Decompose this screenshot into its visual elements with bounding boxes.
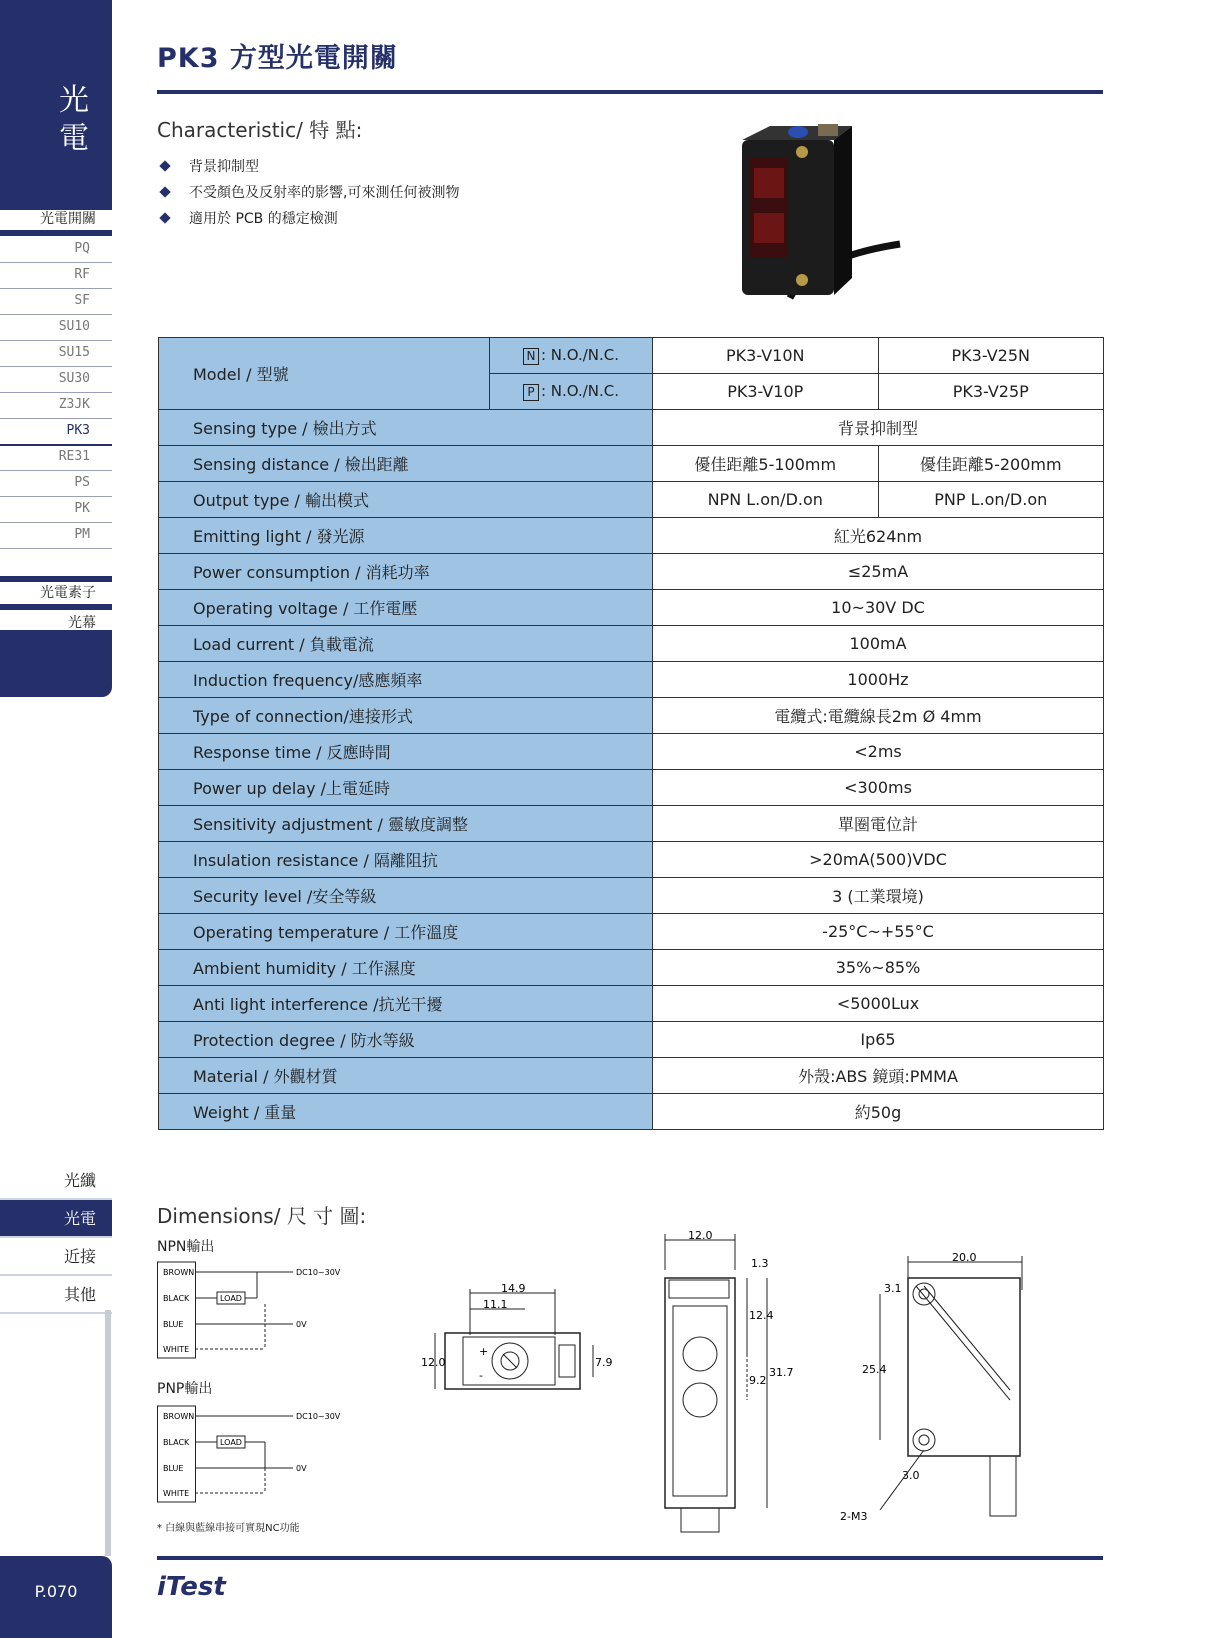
spec-value: 優佳距離5-100mm [653,446,879,482]
spec-value: 優佳距離5-200mm [878,446,1104,482]
pnp-label: PNP輸出 [157,1381,213,1397]
spec-value: NPN L.on/D.on [653,482,879,518]
feature-item: 不受顏色及反射率的影響,可來測任何被測物 [157,182,459,202]
svg-text:DC10~30V: DC10~30V [296,1268,341,1277]
svg-text:BLUE: BLUE [163,1464,184,1473]
svg-text:-: - [479,1369,483,1382]
table-row [159,518,1104,554]
spec-table [158,337,1104,1130]
svg-text:BLACK: BLACK [163,1294,190,1303]
spec-label: Load current / 負載電流 [159,626,653,662]
spec-value: <300ms [653,770,1104,806]
svg-text:BLUE: BLUE [163,1320,184,1329]
spec-label: Protection degree / 防水等級 [159,1022,653,1058]
sidebar-item-su10[interactable]: SU10 [0,314,112,341]
product-photo [730,118,910,308]
spec-value: -25°C~+55°C [653,914,1104,950]
table-row [159,446,1104,482]
svg-text:7.9: 7.9 [595,1356,613,1369]
title-rule [157,90,1103,94]
sidebar-item-ps[interactable]: PS [0,470,112,497]
spec-value: ≤25mA [653,554,1104,590]
spec-value: 外殼:ABS 鏡頭:PMMA [653,1058,1104,1094]
sidebar-line [105,1310,111,1556]
table-row [159,482,1104,518]
spec-value: 電纜式:電纜線長2m Ø 4mm [653,698,1104,734]
spec-label: Power up delay /上電延時 [159,770,653,806]
spec-value: 1000Hz [653,662,1104,698]
table-row [159,626,1104,662]
dimensions-heading: Dimensions/ 尺 寸 圖: [157,1204,367,1228]
spec-label: Output type / 輸出模式 [159,482,653,518]
svg-text:31.7: 31.7 [769,1366,794,1379]
sidebar-item-pk3[interactable]: PK3 [0,418,112,446]
svg-text:0V: 0V [296,1320,307,1329]
sidebar-section-photoelectric-switch[interactable]: 光電開關 [40,211,96,227]
spec-value: <2ms [653,734,1104,770]
svg-text:+: + [479,1345,489,1358]
diamond-bullet-icon [159,212,170,223]
wiring-note: * 白線與藍線串接可實現NC功能 [157,1523,300,1534]
table-row [159,914,1104,950]
model-cell: PK3-V25P [878,374,1104,410]
svg-text:20.0: 20.0 [952,1251,977,1264]
spec-label: Power consumption / 消耗功率 [159,554,653,590]
model-label: Model / 型號 [159,338,490,410]
svg-text:0V: 0V [296,1464,307,1473]
sidebar-item-su15[interactable]: SU15 [0,340,112,367]
table-row [159,770,1104,806]
spec-value: 紅光624nm [653,518,1104,554]
diamond-bullet-icon [159,186,170,197]
svg-text:2-M3: 2-M3 [840,1510,868,1523]
svg-text:DC10~30V: DC10~30V [296,1412,341,1421]
spec-value: 背景抑制型 [653,410,1104,446]
spec-label: Type of connection/連接形式 [159,698,653,734]
sidebar-title: 光電 [59,83,89,156]
svg-text:LOAD: LOAD [220,1294,242,1303]
table-row [159,878,1104,914]
svg-text:12.0: 12.0 [421,1356,446,1369]
sidebar-divider [0,604,112,610]
table-row [159,950,1104,986]
spec-label: Sensing distance / 檢出距離 [159,446,653,482]
table-row [159,554,1104,590]
spec-label: Sensing type / 檢出方式 [159,410,653,446]
table-row [159,1094,1104,1130]
svg-text:LOAD: LOAD [220,1438,242,1447]
sidebar-item-pk[interactable]: PK [0,496,112,523]
spec-value: 約50g [653,1094,1104,1130]
spec-label: Anti light interference /抗光干擾 [159,986,653,1022]
sidebar-item-su30[interactable]: SU30 [0,366,112,393]
svg-text:25.4: 25.4 [862,1363,887,1376]
spec-label: Material / 外觀材質 [159,1058,653,1094]
sidebar-section-light-curtain[interactable]: 光幕 [68,615,96,631]
npn-label: NPN輸出 [157,1239,215,1255]
spec-value: 3 (工業環境) [653,878,1104,914]
side-view-drawing [840,1250,1040,1530]
characteristic-heading: Characteristic/ 特 點: [157,118,363,142]
spec-value: 35%~85% [653,950,1104,986]
spec-label: Weight / 重量 [159,1094,653,1130]
spec-value: Ip65 [653,1022,1104,1058]
spec-value: <5000Lux [653,986,1104,1022]
table-row [159,1058,1104,1094]
spec-value: 單圈電位計 [653,806,1104,842]
feature-item: 背景抑制型 [157,156,259,176]
model-cell: PK3-V10N [653,338,879,374]
sidebar-item-re31[interactable]: RE31 [0,444,112,471]
sidebar-item-z3jk[interactable]: Z3JK [0,392,112,419]
model-cell: PK3-V10P [653,374,879,410]
svg-text:12.4: 12.4 [749,1309,774,1322]
front-view-drawing [655,1230,805,1535]
spec-value: PNP L.on/D.on [878,482,1104,518]
spec-label: Operating temperature / 工作溫度 [159,914,653,950]
table-row [159,410,1104,446]
sidebar-section-photoelectric-elements[interactable]: 光電素子 [40,585,96,601]
sidebar-item-rf[interactable]: RF [0,262,112,289]
spec-label: Insulation resistance / 隔離阻抗 [159,842,653,878]
svg-text:BLACK: BLACK [163,1438,190,1447]
table-row [159,662,1104,698]
svg-text:BROWN: BROWN [163,1412,195,1421]
svg-text:1.3: 1.3 [751,1257,769,1270]
spec-label: Ambient humidity / 工作濕度 [159,950,653,986]
spec-value: >20mA(500)VDC [653,842,1104,878]
spec-value: 100mA [653,626,1104,662]
spec-label: Sensitivity adjustment / 靈敏度調整 [159,806,653,842]
table-row [159,734,1104,770]
spec-label: Emitting light / 發光源 [159,518,653,554]
svg-text:WHITE: WHITE [163,1489,190,1498]
spec-label: Operating voltage / 工作電壓 [159,590,653,626]
npn-model-cell: N : N.O./N.C. [490,338,653,374]
table-row [159,338,1104,374]
sidebar-item-sf[interactable]: SF [0,288,112,315]
top-view-drawing [421,1282,620,1410]
page-title: PK3 方型光電開關 [157,43,398,74]
svg-text:3.0: 3.0 [902,1469,920,1482]
footer-rule [157,1556,1103,1560]
tab-proximity[interactable]: 近接 [0,1238,112,1276]
svg-text:BROWN: BROWN [163,1268,195,1277]
spec-label: Security level /安全等級 [159,878,653,914]
tab-other[interactable]: 其他 [0,1276,112,1314]
sidebar-item-pq[interactable]: PQ [0,236,112,263]
tab-fiber[interactable]: 光纖 [0,1162,112,1200]
table-row [159,1022,1104,1058]
svg-text:WHITE: WHITE [163,1345,190,1354]
svg-text:14.9: 14.9 [501,1282,526,1295]
svg-text:3.1: 3.1 [884,1282,902,1295]
svg-text:11.1: 11.1 [483,1298,508,1311]
brand-logo: iTest [157,1572,226,1602]
spec-value: 10~30V DC [653,590,1104,626]
pnp-model-cell: P : N.O./N.C. [490,374,653,410]
tab-photoelectric[interactable]: 光電 [0,1200,112,1238]
npn-wiring-diagram [157,1258,377,1363]
page-number: P.070 [0,1556,112,1638]
svg-text:9.2: 9.2 [749,1374,767,1387]
sidebar-item-pm[interactable]: PM [0,522,112,549]
spec-label: Response time / 反應時間 [159,734,653,770]
diamond-bullet-icon [159,160,170,171]
feature-item: 適用於 PCB 的穩定檢測 [157,208,338,228]
table-row [159,698,1104,734]
table-row [159,842,1104,878]
table-row [159,806,1104,842]
pnp-wiring-diagram [157,1402,377,1507]
svg-text:12.0: 12.0 [688,1229,713,1242]
table-row [159,590,1104,626]
model-cell: PK3-V25N [878,338,1104,374]
spec-label: Induction frequency/感應頻率 [159,662,653,698]
table-row [159,986,1104,1022]
